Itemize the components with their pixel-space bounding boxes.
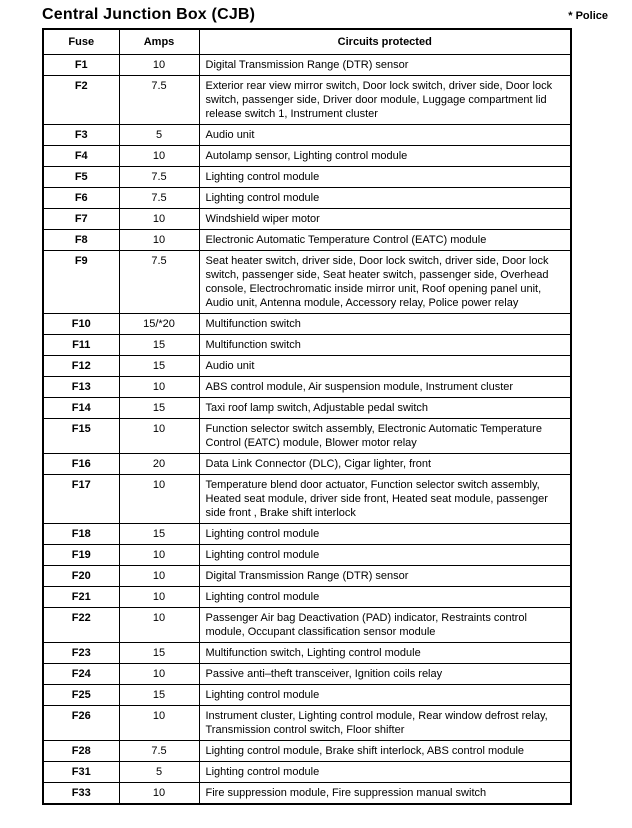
circuits-cell: Lighting control module xyxy=(199,762,571,783)
table-row xyxy=(43,209,571,230)
fuse-cell: F25 xyxy=(43,685,119,706)
amps-cell: 7.5 xyxy=(119,188,199,209)
amps-cell: 15 xyxy=(119,398,199,419)
fuse-cell: F19 xyxy=(43,545,119,566)
fuse-table-body xyxy=(43,55,571,805)
circuits-cell: Seat heater switch, driver side, Door lock switch, driver side, Door lock switch, passenger side, Seat heater switch, passenger side, Overhead console, Electrochromatic inside mirror unit, Roof opening panel unit, Audio unit, Antenna module, Accessory relay, Police power relay xyxy=(199,251,571,314)
table-row xyxy=(43,76,571,125)
circuits-cell: ABS control module, Air suspension module, Instrument cluster xyxy=(199,377,571,398)
circuits-cell: Lighting control module xyxy=(199,685,571,706)
amps-cell: 10 xyxy=(119,475,199,524)
amps-cell: 10 xyxy=(119,545,199,566)
fuse-cell: F1 xyxy=(43,55,119,76)
fuse-cell: F13 xyxy=(43,377,119,398)
header-circuits-protected: Circuits protected xyxy=(199,29,571,55)
circuits-cell: Autolamp sensor, Lighting control module xyxy=(199,146,571,167)
amps-cell: 10 xyxy=(119,419,199,454)
table-row xyxy=(43,524,571,545)
amps-cell: 7.5 xyxy=(119,741,199,762)
amps-cell: 10 xyxy=(119,566,199,587)
fuse-cell: F20 xyxy=(43,566,119,587)
table-row xyxy=(43,545,571,566)
circuits-cell: Exterior rear view mirror switch, Door lock switch, driver side, Door lock switch, passenger side, Driver door module, Luggage compartment lid release switch 1, Instrument cluster xyxy=(199,76,571,125)
table-row xyxy=(43,741,571,762)
circuits-cell: Lighting control module xyxy=(199,524,571,545)
table-row xyxy=(43,167,571,188)
circuits-cell: Instrument cluster, Lighting control module, Rear window defrost relay, Transmission control switch, Floor shifter xyxy=(199,706,571,741)
fuse-cell: F26 xyxy=(43,706,119,741)
circuits-cell: Function selector switch assembly, Electronic Automatic Temperature Control (EATC) module, Blower motor relay xyxy=(199,419,571,454)
circuits-cell: Digital Transmission Range (DTR) sensor xyxy=(199,55,571,76)
fuse-cell: F21 xyxy=(43,587,119,608)
circuits-cell: Temperature blend door actuator, Function selector switch assembly, Heated seat module, driver side front, Heated seat module, passenger side front , Brake shift interlock xyxy=(199,475,571,524)
amps-cell: 20 xyxy=(119,454,199,475)
circuits-cell: Electronic Automatic Temperature Control (EATC) module xyxy=(199,230,571,251)
amps-cell: 10 xyxy=(119,783,199,805)
circuits-cell: Lighting control module xyxy=(199,587,571,608)
amps-cell: 10 xyxy=(119,209,199,230)
amps-cell: 10 xyxy=(119,608,199,643)
circuits-cell: Data Link Connector (DLC), Cigar lighter, front xyxy=(199,454,571,475)
circuits-cell: Windshield wiper motor xyxy=(199,209,571,230)
fuse-cell: F12 xyxy=(43,356,119,377)
circuits-cell: Fire suppression module, Fire suppression manual switch xyxy=(199,783,571,805)
circuits-cell: Lighting control module xyxy=(199,188,571,209)
table-row xyxy=(43,55,571,76)
amps-cell: 15 xyxy=(119,335,199,356)
circuits-cell: Lighting control module xyxy=(199,167,571,188)
table-row xyxy=(43,566,571,587)
header-fuse: Fuse xyxy=(43,29,119,55)
fuse-cell: F16 xyxy=(43,454,119,475)
amps-cell: 10 xyxy=(119,587,199,608)
table-row xyxy=(43,762,571,783)
amps-cell: 15 xyxy=(119,356,199,377)
amps-cell: 7.5 xyxy=(119,251,199,314)
amps-cell: 5 xyxy=(119,762,199,783)
table-row xyxy=(43,146,571,167)
fuse-cell: F17 xyxy=(43,475,119,524)
table-row xyxy=(43,251,571,314)
table-row xyxy=(43,419,571,454)
fuse-cell: F28 xyxy=(43,741,119,762)
amps-cell: 15/*20 xyxy=(119,314,199,335)
amps-cell: 10 xyxy=(119,664,199,685)
circuits-cell: Multifunction switch xyxy=(199,335,571,356)
table-row xyxy=(43,706,571,741)
circuits-cell: Taxi roof lamp switch, Adjustable pedal switch xyxy=(199,398,571,419)
amps-cell: 7.5 xyxy=(119,76,199,125)
amps-cell: 15 xyxy=(119,643,199,664)
table-row xyxy=(43,783,571,805)
fuse-cell: F18 xyxy=(43,524,119,545)
circuits-cell: Passive anti–theft transceiver, Ignition coils relay xyxy=(199,664,571,685)
fuse-cell: F6 xyxy=(43,188,119,209)
amps-cell: 7.5 xyxy=(119,167,199,188)
header-amps: Amps xyxy=(119,29,199,55)
circuits-cell: Digital Transmission Range (DTR) sensor xyxy=(199,566,571,587)
amps-cell: 10 xyxy=(119,377,199,398)
table-row xyxy=(43,608,571,643)
fuse-table-header xyxy=(43,29,571,55)
fuse-cell: F4 xyxy=(43,146,119,167)
fuse-cell: F10 xyxy=(43,314,119,335)
fuse-cell: F15 xyxy=(43,419,119,454)
fuse-cell: F8 xyxy=(43,230,119,251)
fuse-cell: F22 xyxy=(43,608,119,643)
circuits-cell: Audio unit xyxy=(199,125,571,146)
table-row xyxy=(43,587,571,608)
amps-cell: 10 xyxy=(119,146,199,167)
amps-cell: 5 xyxy=(119,125,199,146)
fuse-cell: F3 xyxy=(43,125,119,146)
table-row xyxy=(43,335,571,356)
page-title: Central Junction Box (CJB) xyxy=(42,6,256,23)
amps-cell: 15 xyxy=(119,685,199,706)
amps-cell: 10 xyxy=(119,706,199,741)
table-row xyxy=(43,230,571,251)
fuse-cell: F24 xyxy=(43,664,119,685)
table-row xyxy=(43,377,571,398)
table-row xyxy=(43,475,571,524)
fuse-cell: F9 xyxy=(43,251,119,314)
table-row xyxy=(43,664,571,685)
table-row xyxy=(43,356,571,377)
circuits-cell: Lighting control module xyxy=(199,545,571,566)
amps-cell: 15 xyxy=(119,524,199,545)
amps-cell: 10 xyxy=(119,230,199,251)
table-row xyxy=(43,314,571,335)
table-row xyxy=(43,643,571,664)
circuits-cell: Audio unit xyxy=(199,356,571,377)
table-row xyxy=(43,454,571,475)
amps-cell: 10 xyxy=(119,55,199,76)
fuse-cell: F33 xyxy=(43,783,119,805)
fuse-cell: F23 xyxy=(43,643,119,664)
fuse-cell: F7 xyxy=(43,209,119,230)
police-note: * Police xyxy=(568,10,608,22)
table-row xyxy=(43,685,571,706)
fuse-cell: F2 xyxy=(43,76,119,125)
table-row xyxy=(43,398,571,419)
fuse-cell: F31 xyxy=(43,762,119,783)
fuse-cell: F14 xyxy=(43,398,119,419)
circuits-cell: Passenger Air bag Deactivation (PAD) indicator, Restraints control module, Occupant classification sensor module xyxy=(199,608,571,643)
fuse-table xyxy=(42,28,572,805)
fuse-cell: F11 xyxy=(43,335,119,356)
fuse-cell: F5 xyxy=(43,167,119,188)
header-row xyxy=(43,29,571,55)
page-header xyxy=(42,6,612,24)
table-row xyxy=(43,188,571,209)
table-row xyxy=(43,125,571,146)
circuits-cell: Multifunction switch xyxy=(199,314,571,335)
circuits-cell: Lighting control module, Brake shift interlock, ABS control module xyxy=(199,741,571,762)
circuits-cell: Multifunction switch, Lighting control module xyxy=(199,643,571,664)
